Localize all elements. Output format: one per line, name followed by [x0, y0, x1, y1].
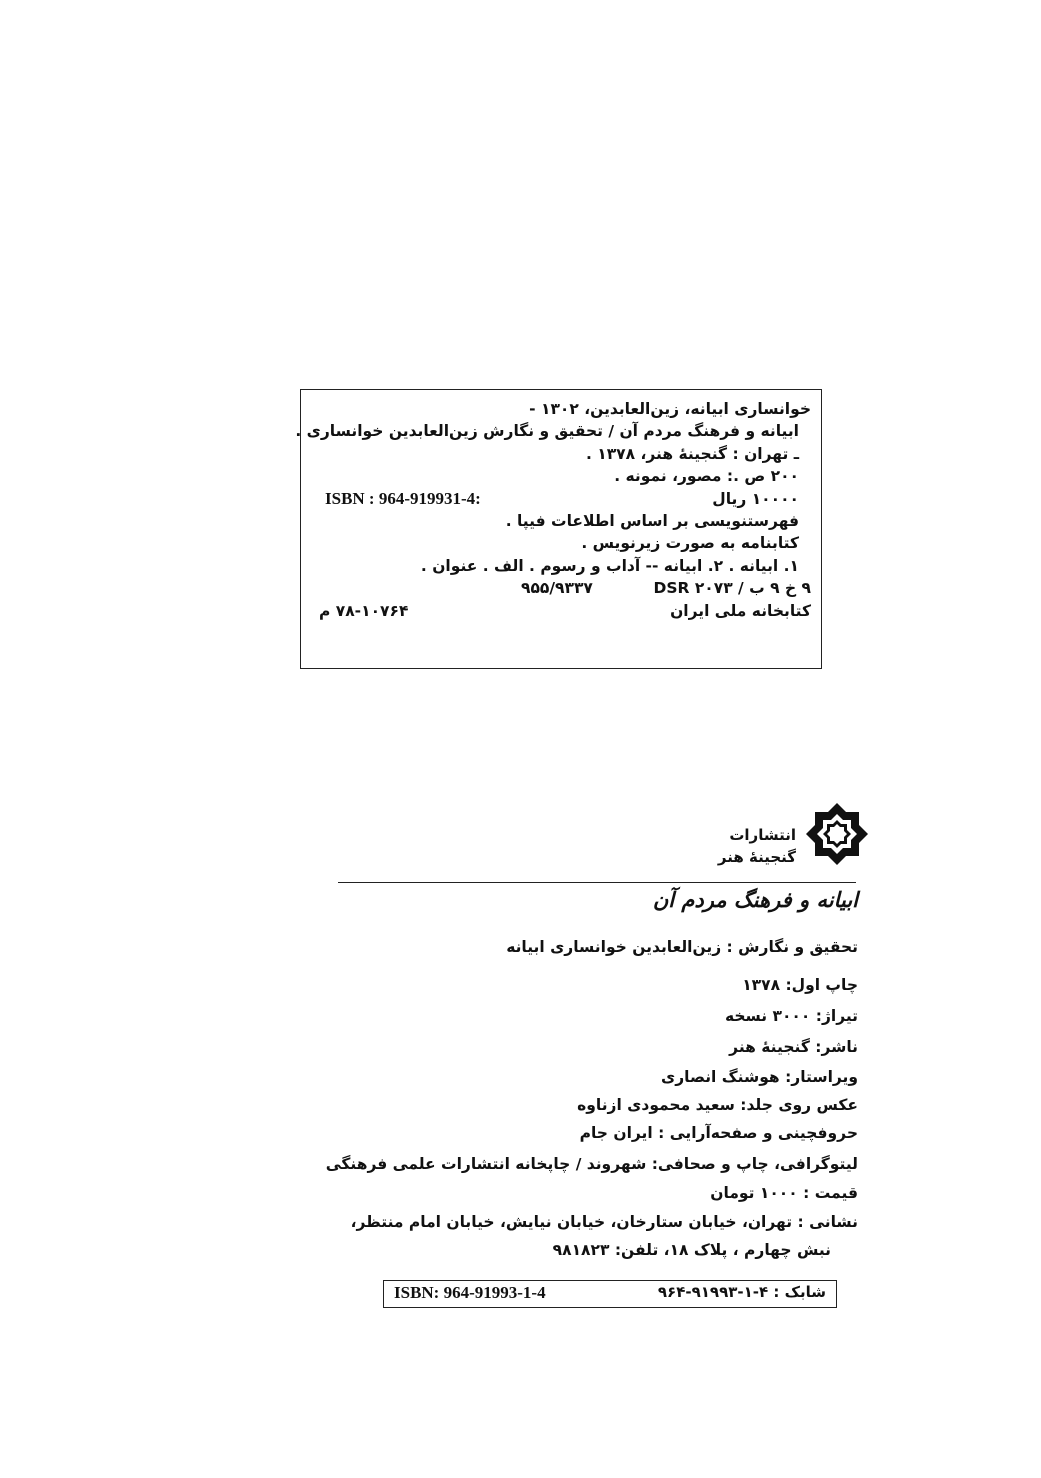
detail-label: حروفچینی و صفحه‌آرایی : [658, 1124, 858, 1142]
detail-value: سعید محمودی ازناوه [577, 1096, 735, 1114]
detail-label: ویراستار: [785, 1068, 858, 1086]
detail-value: ایران جام [579, 1124, 653, 1142]
detail-label: چاپ اول: [785, 976, 858, 994]
detail-label: قیمت : [803, 1184, 858, 1202]
detail-label: ناشر: [815, 1038, 858, 1056]
catalog-isbn: ISBN : 964-919931-4: [325, 488, 481, 508]
detail-value: ۱۳۷۸ [742, 976, 781, 994]
publisher-line-2: گنجینهٔ هنر [717, 848, 796, 866]
detail-address-line-2: نبش چهارم ، پلاک ۱۸، تلفن: ۹۸۱۸۲۳ [552, 1241, 831, 1259]
divider-line [338, 882, 856, 883]
detail-label: تیراژ: [815, 1007, 858, 1025]
catalog-line-pages: ۲۰۰ ص .: مصور، نمونه . [614, 467, 799, 486]
catalog-line-fipa: فهرستنویسی بر اساس اطلاعات فیپا . [505, 511, 799, 530]
isbn-persian: شابک : ۴-۱-۹۱۹۹۳-۹۶۴ [657, 1283, 826, 1301]
detail-label: عکس روی جلد: [740, 1096, 858, 1114]
detail-publisher [729, 1038, 858, 1056]
detail-print-run [725, 1007, 858, 1025]
detail-price [710, 1184, 858, 1202]
isbn-english: ISBN: 964-91993-1-4 [394, 1283, 546, 1302]
catalog-dewey-number: ۹۵۵/۹۳۳۷ [521, 579, 593, 598]
catalog-line-subjects: ۱. ابیانه . ۲. ابیانه -- آداب و رسوم . الف . عنوان . [420, 556, 799, 575]
catalog-price: ۱۰۰۰۰ ریال [712, 489, 799, 508]
detail-value: ۱۰۰۰ تومان [710, 1184, 798, 1202]
detail-value: تهران، خیابان ستارخان، خیابان نیایش، خیابان امام منتظر، [350, 1213, 793, 1231]
book-title: ابیانه و فرهنگ مردم آن [652, 888, 858, 912]
catalog-line-classification [311, 577, 811, 599]
isbn-box [383, 1280, 837, 1308]
catalog-line-library [311, 600, 811, 622]
detail-value: گنجینهٔ هنر [729, 1038, 810, 1056]
detail-typesetting [580, 1124, 858, 1142]
detail-value: ۳۰۰۰ نسخه [724, 1007, 811, 1025]
author-line: تحقیق و نگارش : زین‌العابدین خوانساری ابیانه [506, 938, 858, 956]
publisher-line-1: انتشارات [729, 826, 796, 844]
detail-cover-photo [577, 1096, 858, 1114]
detail-editor [661, 1068, 858, 1086]
detail-printing [326, 1155, 858, 1173]
catalog-line-title: ابیانه و فرهنگ مردم آن / تحقیق و نگارش زین‌العابدین خوانساری . [295, 422, 799, 441]
detail-value: هوشنگ انصاری [661, 1068, 780, 1086]
detail-label: نشانی : [797, 1213, 858, 1231]
detail-label: لیتوگرافی، چاپ و صحافی: [651, 1155, 858, 1173]
detail-first-print [742, 976, 858, 994]
catalog-library-name: کتابخانه ملی ایران [670, 601, 811, 620]
detail-address [351, 1213, 858, 1231]
detail-value: شهروند / چاپخانه انتشارات علمی فرهنگی [325, 1155, 647, 1173]
cataloging-card [295, 389, 822, 669]
catalog-library-number: ۷۸-۱۰۷۶۴ م [319, 601, 409, 620]
catalog-line-bibliography: کتابنامه به صورت زیرنویس . [581, 534, 799, 553]
catalog-line-author: خوانساری ابیانه، زین‌العابدین، ۱۳۰۲ - [529, 400, 811, 418]
catalog-line-imprint: ـ تهران : گنجینهٔ هنر، ۱۳۷۸ . [585, 444, 799, 463]
publisher-name [718, 824, 796, 868]
catalog-line-price-isbn [311, 488, 811, 510]
octagram-star-icon [803, 800, 871, 868]
catalog-call-number: ۹ خ ۹ ب / DSR ۲۰۷۳ [653, 579, 811, 598]
